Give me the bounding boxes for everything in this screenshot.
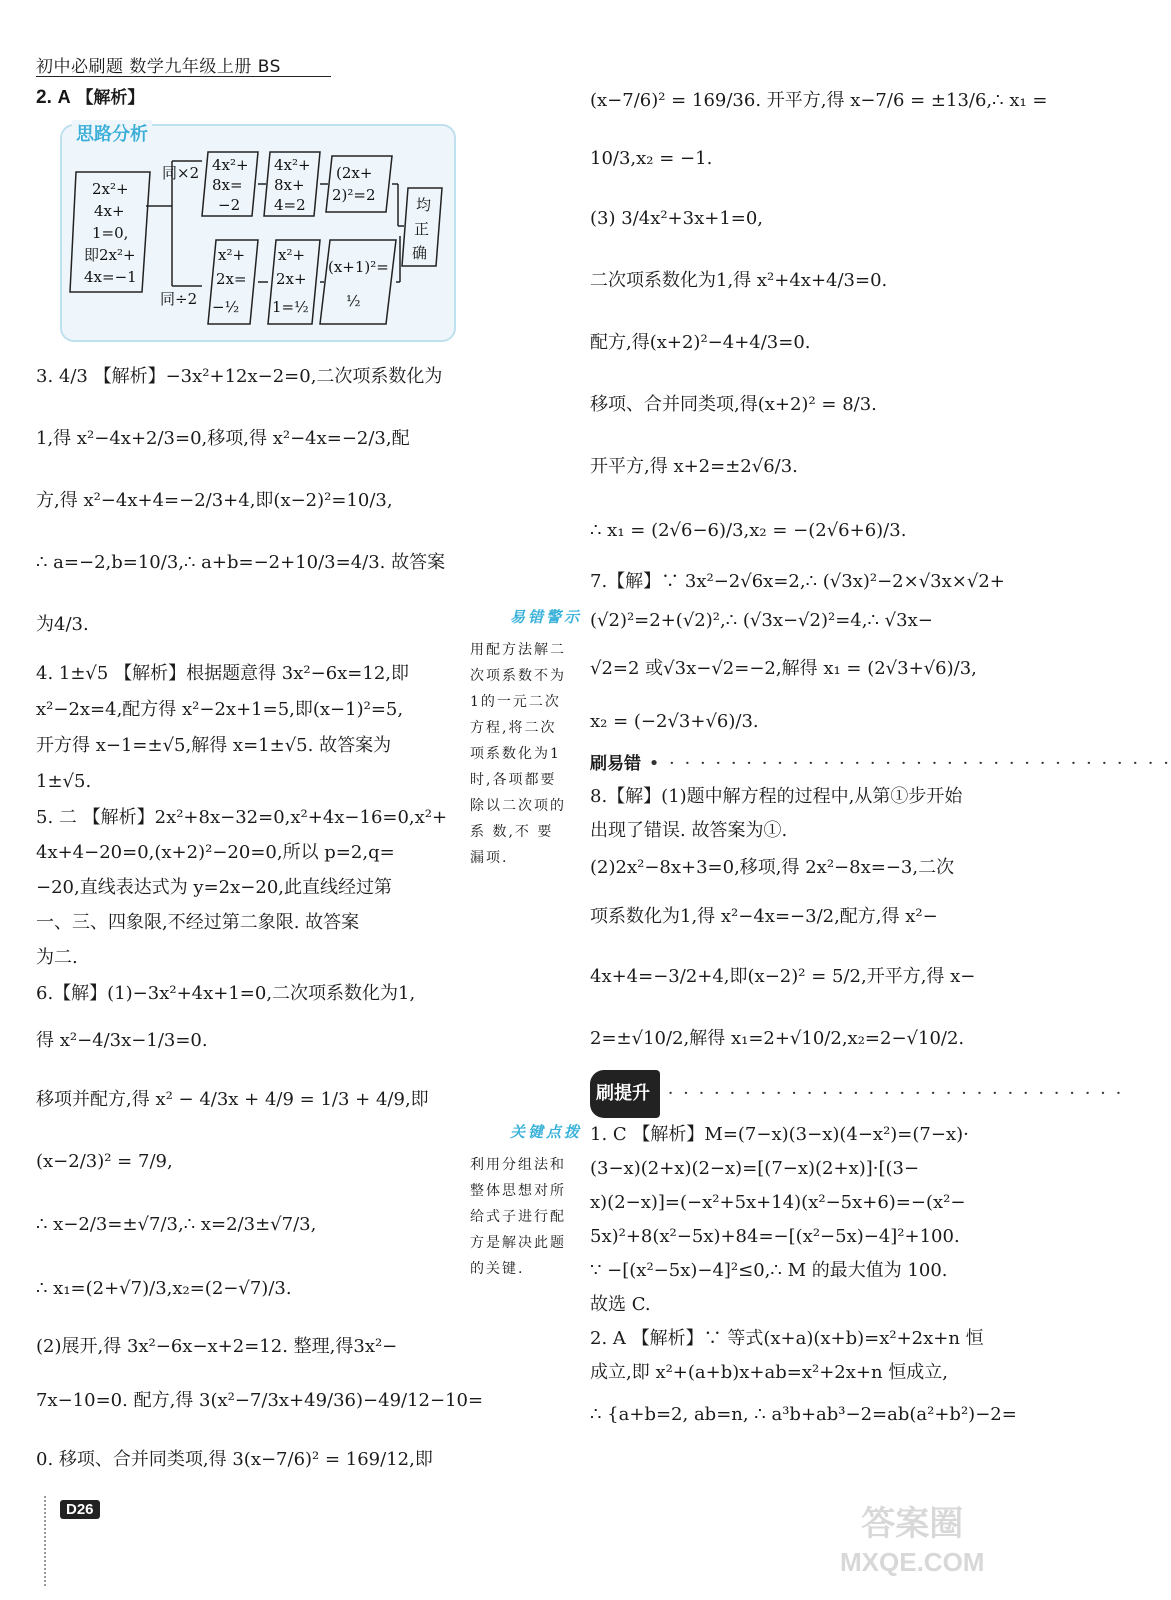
top-box-2-line-1: 4x²+ (274, 156, 311, 174)
right-line: √2=2 或√3x−√2=−2,解得 x₁ = (2√3+√6)/3, (590, 658, 977, 679)
left-line: 3. 4/3 【解析】−3x²+12x−2=0,二次项系数化为 (36, 366, 443, 387)
bottom-box-1-line-1: x²+ (218, 246, 246, 264)
start-line-3: 1=0, (92, 224, 129, 242)
page-number: D26 (60, 1500, 100, 1519)
left-line: 为二. (36, 947, 78, 968)
branch-bottom-label: 同÷2 (160, 290, 198, 308)
side-note-line: 利用分组法和 (470, 1157, 566, 1173)
left-line: 一、三、四象限,不经过第二象限. 故答案 (36, 912, 360, 933)
right-line: 二次项系数化为1,得 x²+4x+4/3=0. (590, 270, 888, 291)
side-note-line: 给式子进行配 (470, 1209, 566, 1225)
right-line: ∵ −[(x²−5x)−4]²≤0,∴ M 的最大值为 100. (590, 1260, 948, 1281)
watermark-line-1: 答案圈 (861, 1505, 964, 1543)
right-line: 1. C 【解析】M=(7−x)(3−x)(4−x²)=(7−x)· (590, 1124, 969, 1145)
q2-line (36, 82, 466, 113)
right-line: 7.【解】∵ 3x²−2√6x=2,∴ (√3x)²−2×√3x×√2+ (590, 571, 1005, 592)
top-box-1-line-1: 4x²+ (212, 156, 249, 174)
left-line: ∴ x₁=(2+√7)/3,x₂=(2−√7)/3. (36, 1278, 292, 1299)
result-line-3: 确 (412, 244, 428, 262)
side-note-line: 漏项. (470, 850, 509, 866)
q2-number: 2. (36, 87, 52, 108)
section-improve: 刷提升 · · · · · · · · · · · · · · · · · · · · · · · · · · · · · · (590, 1070, 1030, 1118)
right-line: 故选 C. (590, 1294, 651, 1315)
left-line: −20,直线表达式为 y=2x−20,此直线经过第 (36, 877, 392, 898)
right-line: (3) 3/4x²+3x+1=0, (590, 208, 764, 229)
left-line: 方,得 x²−4x+4=−2/3+4,即(x−2)²=10/3, (36, 490, 393, 511)
watermark-line-2: MXQE.COM (840, 1547, 985, 1577)
right-line: 配方,得(x+2)²−4+4/3=0. (590, 332, 811, 353)
left-line: 开方得 x−1=±√5,解得 x=1±√5. 故答案为 (36, 735, 392, 756)
start-line-1: 2x²+ (92, 180, 129, 198)
side-note-1 (470, 637, 582, 871)
right-line: 10/3,x₂ = −1. (590, 148, 713, 169)
left-line: 1,得 x²−4x+2/3=0,移项,得 x²−4x=−2/3,配 (36, 428, 410, 449)
right-column (590, 72, 1171, 1440)
left-line: x²−2x=4,配方得 x²−2x+1=5,即(x−1)²=5, (36, 699, 404, 720)
q2-answer: A (57, 87, 71, 107)
right-line: 2. A 【解析】∵ 等式(x+a)(x+b)=x²+2x+n 恒 (590, 1328, 984, 1349)
left-line: 移项并配方,得 x² − 4/3x + 4/9 = 1/3 + 4/9,即 (36, 1089, 429, 1110)
bottom-box-3-line-1: (x+1)²= (328, 258, 389, 276)
watermark (840, 1505, 984, 1581)
left-line: 4x+4−20=0,(x+2)²−20=0,所以 p=2,q= (36, 842, 395, 863)
section-improve-label: 刷提升 (590, 1070, 660, 1118)
right-line: (√2)²=2+(√2)²,∴ (√3x−√2)²=4,∴ √3x− (590, 610, 933, 631)
top-box-2-line-3: 4=2 (274, 196, 306, 214)
side-note-line: 系 数,不 要 (470, 824, 554, 840)
right-line: 开平方,得 x+2=±2√6/3. (590, 456, 798, 477)
thinking-flowchart (62, 126, 454, 340)
side-note-line: 用配方法解二 (470, 642, 566, 658)
left-line: ∴ x−2/3=±√7/3,∴ x=2/3±√7/3, (36, 1214, 317, 1235)
side-note-line: 1的一元二次 (470, 694, 561, 710)
thinking-analysis-box (60, 124, 456, 342)
side-note-line: 次项系数不为 (470, 668, 566, 684)
bottom-box-3 (320, 240, 396, 324)
left-line: (2)展开,得 3x²−6x−x+2=12. 整理,得3x²− (36, 1336, 398, 1357)
left-line: 1±√5. (36, 771, 92, 792)
right-line: 项系数化为1,得 x²−4x=−3/2,配方,得 x²− (590, 906, 938, 927)
section-easy-mistakes-label: 刷易错 (590, 754, 641, 774)
bottom-box-2-line-3: 1=½ (272, 298, 309, 316)
section-easy-mistakes: 刷易错 • · · · · · · · · · · · · · · · · · · · · · · · · · · · · · · · · · (590, 753, 1171, 774)
left-line: 为4/3. (36, 614, 89, 635)
right-line: ∴ x₁ = (2√6−6)/3,x₂ = −(2√6+6)/3. (590, 520, 907, 541)
right-line: 移项、合并同类项,得(x+2)² = 8/3. (590, 394, 877, 415)
bottom-box-2-line-2: 2x+ (276, 270, 307, 288)
left-line: 6.【解】(1)−3x²+4x+1=0,二次项系数化为1, (36, 983, 416, 1004)
left-line: (x−2/3)² = 7/9, (36, 1151, 173, 1172)
left-column (36, 82, 466, 113)
right-line: 成立,即 x²+(a+b)x+ab=x²+2x+n 恒成立, (590, 1362, 949, 1383)
side-notes (470, 606, 582, 1282)
start-line-4: 即2x²+ (84, 246, 136, 264)
right-line: (x−7/6)² = 169/36. 开平方,得 x−7/6 = ±13/6,∴ x₁ = (590, 90, 1048, 111)
left-line: ∴ a=−2,b=10/3,∴ a+b=−2+10/3=4/3. 故答案 (36, 552, 446, 573)
start-line-5: 4x=−1 (84, 268, 137, 286)
margin-dots (44, 1496, 46, 1586)
right-line: x₂ = (−2√3+√6)/3. (590, 711, 759, 732)
right-line: 4x+4=−3/2+4,即(x−2)² = 5/2,开平方,得 x− (590, 966, 976, 987)
side-note-line: 整体思想对所 (470, 1183, 566, 1199)
top-box-3-line-1: (2x+ (336, 164, 373, 182)
header-rule (36, 76, 331, 77)
bottom-box-1-line-2: 2x= (216, 270, 247, 288)
side-note-line: 时,各项都要 (470, 772, 557, 788)
left-line: 7x−10=0. 配方,得 3(x²−7/3x+49/36)−49/12−10= (36, 1390, 484, 1411)
top-box-1-line-3: −2 (218, 196, 241, 214)
right-line: 5x)²+8(x²−5x)+84=−[(x²−5x)−4]²+100. (590, 1226, 960, 1247)
side-note-title-2: 关键点拨 (509, 1123, 582, 1141)
side-note-line: 方程,将二次 (470, 720, 557, 736)
result-line-1: 均 (416, 196, 432, 214)
right-line: (3−x)(2+x)(2−x)=[(7−x)(2+x)]·[(3− (590, 1158, 920, 1179)
result-line-2: 正 (414, 220, 430, 238)
running-header (36, 52, 281, 77)
start-line-2: 4x+ (94, 202, 125, 220)
branch-top-label: 同×2 (162, 164, 200, 182)
bottom-box-3-line-2: ½ (346, 292, 361, 310)
right-line: x)(2−x)]=(−x²+5x+14)(x²−5x+6)=−(x²− (590, 1192, 966, 1213)
left-line: 4. 1±√5 【解析】根据题意得 3x²−6x=12,即 (36, 663, 410, 684)
left-line: 5. 二 【解析】2x²+8x−32=0,x²+4x−16=0,x²+ (36, 807, 448, 828)
side-note-line: 的关键. (470, 1261, 525, 1277)
left-solutions (36, 346, 484, 1491)
top-box-3-line-2: 2)²=2 (332, 186, 376, 204)
side-note-title-1: 易错警示 (509, 608, 582, 626)
bottom-box-2-line-1: x²+ (278, 246, 306, 264)
header-text: 初中必刷题 数学九年级上册 BS (36, 57, 281, 77)
side-note-line: 项系数化为1 (470, 746, 561, 762)
right-line: 8.【解】(1)题中解方程的过程中,从第①步开始 (590, 786, 963, 807)
top-box-2-line-2: 8x+ (274, 176, 305, 194)
right-line: 2=±√10/2,解得 x₁=2+√10/2,x₂=2−√10/2. (590, 1028, 965, 1049)
side-note-line: 方是解决此题 (470, 1235, 566, 1251)
thinking-title: 思路分析 (72, 120, 152, 146)
q2-tag: 【解析】 (76, 88, 145, 108)
left-line: 得 x²−4/3x−1/3=0. (36, 1030, 208, 1051)
right-line: ∴ {a+b=2, ab=n, ∴ a³b+ab³−2=ab(a²+b²)−2= (590, 1404, 1017, 1425)
side-note-2 (470, 1152, 582, 1282)
side-note-line: 除以二次项的 (470, 798, 566, 814)
left-line: 0. 移项、合并同类项,得 3(x−7/6)² = 169/12,即 (36, 1449, 433, 1470)
top-box-1-line-2: 8x= (212, 176, 243, 194)
bottom-box-1-line-3: −½ (212, 298, 240, 316)
right-line: (2)2x²−8x+3=0,移项,得 2x²−8x=−3,二次 (590, 857, 955, 878)
right-line: 出现了错误. 故答案为①. (590, 820, 788, 841)
